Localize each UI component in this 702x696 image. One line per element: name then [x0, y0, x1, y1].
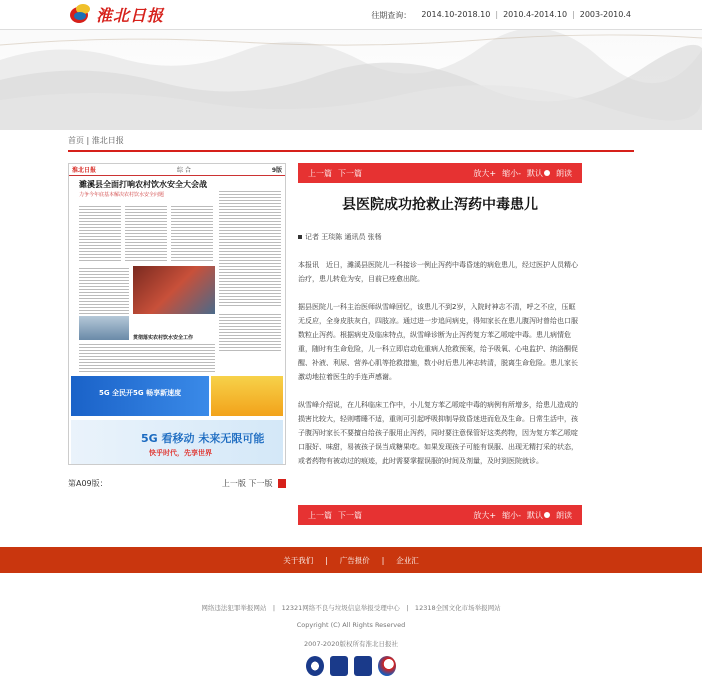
archive-link-1[interactable]: 2014.10-2018.10: [421, 10, 491, 19]
article-paragraph: 纵雪峰介绍说，在儿科临床工作中，小儿复方苯乙哌啶中毒的病例有所增多，给患儿造成的损害比较大，轻则嗜睡不适，重则可引起呼吸抑制导致昏迷进而危及生命。日常生活中，孩子腹泻时家长不要擅自给孩子服用止泻药，同时要注意保管好这类药物，因为复方苯乙哌啶口服好、味甜，易被孩子误当成糖果吃。如果发现孩子可能有误服、出现无精打采的状态，或者药物有被动过的痕迹，此时需要掌握误服的时间及剂量，及时到医院就诊。: [298, 401, 578, 465]
paper-subhead: 力争今年底基本解决农村饮水安全问题: [79, 192, 165, 198]
zoom-in-button[interactable]: 放大+: [473, 168, 497, 178]
logo-text: 淮北日报: [96, 6, 165, 25]
read-aloud-button[interactable]: 朗读: [556, 168, 572, 178]
news-photo: [133, 266, 215, 314]
footer-link-about[interactable]: 关于我们: [283, 555, 314, 565]
police-badge-icon[interactable]: [306, 656, 324, 676]
article-paragraph: 本报讯 近日，濉溪县医院儿一科接诊一例止泻药中毒昏迷的病危患儿，经过医护人员精心治疗，患儿转危为安，目前已痊愈出院。: [298, 261, 578, 283]
article-byline: 记者 王琰陈 通讯员 张杨: [298, 232, 382, 242]
newspaper-page-thumbnail[interactable]: 淮北日报 综 合 9版 濉溪县全面打响农村饮水安全大会战 力争今年底基本解决农村饮水安全问题 贯彻落实农村饮水安全工作 5G 全民开5G 畅享新速度 5G 看移动 未来无限可能 快乎时代，先享世界: [68, 163, 286, 465]
ad-mobile-banner: 5G 看移动 未来无限可能 快乎时代，先享世界: [71, 420, 283, 464]
next-page-link[interactable]: 下一版: [248, 479, 273, 488]
page-label: 第A09版：: [68, 479, 108, 488]
mountain-banner: [0, 30, 702, 130]
default-size-button[interactable]: 默认: [527, 168, 550, 179]
logo-icon: [68, 4, 92, 26]
prev-page-link[interactable]: 上一版: [221, 479, 246, 488]
ad-orange: [211, 376, 283, 416]
copyright: Copyright (C) All Rights Reserved: [296, 621, 406, 629]
divider: [68, 150, 634, 152]
page-pager: [68, 478, 286, 489]
footer-report-links[interactable]: 网络违法犯罪举报网站 | 12321网络不良与垃圾信息举报受理中心 | 12318全国文化市场举报网站: [201, 604, 501, 612]
zoom-in-button[interactable]: 放大+: [473, 510, 497, 520]
next-article-button[interactable]: 下一篇: [338, 168, 362, 178]
footer-link-ads[interactable]: 广告报价: [339, 555, 370, 565]
breadcrumb-home[interactable]: 首页: [68, 136, 84, 145]
copyright-owner: 2007-2020版权所有淮北日报社: [304, 640, 398, 648]
article-toolbar-bottom: [298, 505, 582, 525]
next-article-button[interactable]: 下一篇: [338, 510, 362, 520]
prev-article-button[interactable]: 上一篇: [308, 168, 332, 178]
zoom-out-button[interactable]: 缩小-: [502, 168, 521, 178]
archive-label: 往期查询：: [371, 11, 412, 20]
prev-article-button[interactable]: 上一篇: [308, 510, 332, 520]
paper-headline: 濉溪县全面打响农村饮水安全大会战: [79, 180, 207, 189]
footer-link-business[interactable]: 企业汇: [396, 555, 419, 565]
breadcrumb-current[interactable]: 淮北日报: [91, 136, 124, 145]
read-aloud-button[interactable]: 朗读: [556, 510, 572, 520]
police-badge-icon[interactable]: [354, 656, 372, 676]
radio-icon: [544, 170, 550, 176]
zoom-out-button[interactable]: 缩小-: [502, 510, 521, 520]
news-photo: [79, 316, 129, 340]
police-badge-icon[interactable]: [330, 656, 348, 676]
radio-icon: [544, 512, 550, 518]
article-body: [298, 258, 582, 482]
breadcrumb: 首页 | 淮北日报: [68, 136, 124, 145]
footer-badges: [0, 656, 702, 676]
article-title: 县医院成功抢救止泻药中毒患儿: [342, 197, 538, 213]
site-logo[interactable]: [68, 3, 164, 26]
ad-5g-banner: 5G 全民开5G 畅享新速度: [71, 376, 209, 416]
article-toolbar-top: [298, 163, 582, 183]
top-bar: [0, 0, 702, 30]
archive-nav: 往期查询： 2014.10-2018.10 | 2010.4-2014.10 | 2003-2010.4: [366, 10, 636, 21]
archive-link-2[interactable]: 2010.4-2014.10: [503, 10, 568, 19]
pdf-icon[interactable]: [278, 479, 286, 488]
default-size-button[interactable]: 默认: [527, 510, 550, 521]
article-paragraph: 据县医院儿一科主治医师纵雪峰回忆，该患儿不到2岁，入院时神志不清，呼之不应，压眶无反应，全身皮肤灰白，四肢凉。通过进一步追问病史，得知家长在患儿腹泻时曾给也口服数粒止泻药。根据病史及临床特点，纵雪峰诊断为止泻药复方苯乙哌啶中毒。患儿病情危重，随时有生命危险，儿一科立即启动危重病人抢救预案，给予吸氧、心电监护、纳洛酮促醒、补液、利尿、营养心肌等抢救措施，数小时后患儿神志转清，脱离生命危险。患儿家长激动地拉着医生的手连声感谢。: [298, 303, 578, 381]
footer-bar: 关于我们 | 广告报价 | 企业汇: [0, 547, 702, 573]
archive-link-3[interactable]: 2003-2010.4: [579, 10, 631, 19]
bullet-icon: [298, 235, 302, 239]
culture-badge-icon[interactable]: [378, 656, 396, 676]
